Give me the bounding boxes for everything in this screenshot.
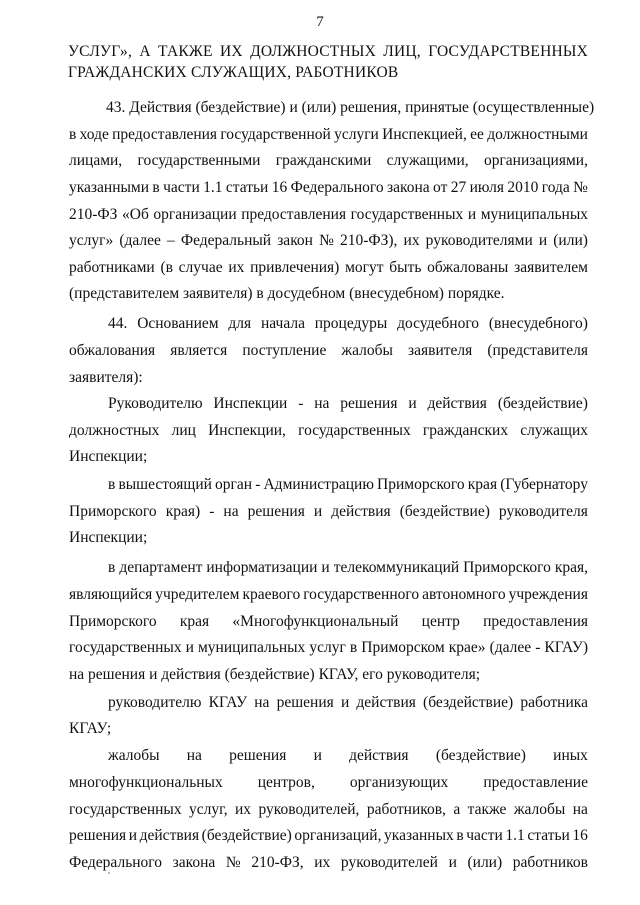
- text-line: 44. Основанием для начала процедуры досудебного (внесудебного): [108, 315, 588, 332]
- text-line: решения и действия (бездействие) организаций, указанных в части 1.1 статьи 16: [69, 827, 588, 844]
- page-number: 7: [316, 14, 324, 30]
- text-line: должностных лиц Инспекции, государственных гражданских служащих: [69, 422, 588, 439]
- text-line: Руководителю Инспекции - на решения и действия (бездействие): [108, 395, 588, 412]
- text-line: являющийся учредителем краевого государственного автономного учреждения: [69, 586, 588, 603]
- text-line: Приморского края) - на решения и действия (бездействие) руководителя: [69, 503, 588, 520]
- text-line: указанными в части 1.1 статьи 16 Федерального закона от 27 июля 2010 года №: [69, 179, 588, 196]
- text-line: лицами, государственными гражданскими служащими, организациями,: [69, 152, 588, 169]
- text-line: услуг» (далее – Федеральный закон № 210-ФЗ), их руководителями и (или): [69, 232, 588, 249]
- text-line: в департамент информатизации и телекоммуникаций Приморского края,: [108, 559, 588, 576]
- scan-artifact: [108, 872, 110, 874]
- text-line: Приморского края «Многофункциональный центр предоставления: [69, 613, 588, 630]
- text-line: Инспекции;: [69, 448, 148, 465]
- text-line: (представителем заявителя) в досудебном (внесудебном) порядке.: [69, 285, 505, 302]
- text-line: Инспекции;: [69, 529, 148, 546]
- text-line: в вышестоящий орган - Администрацию Приморского края (Губернатору: [108, 476, 588, 493]
- text-line: жалобы на решения и действия (бездействие) иных: [108, 747, 588, 764]
- section-heading: УСЛУГ», А ТАКЖЕ ИХ ДОЛЖНОСТНЫХ ЛИЦ, ГОСУДАРСТВЕННЫХ ГРАЖДАНСКИХ СЛУЖАЩИХ, РАБОТНИКОВ: [68, 43, 588, 81]
- text-line: на решения и действия (бездействие) КГАУ, его руководителя;: [69, 666, 481, 683]
- text-line: 43. Действия (бездействие) и (или) решения, принятые (осуществленные): [106, 99, 595, 116]
- text-line: КГАУ;: [69, 720, 112, 737]
- text-line: многофункциональных центров, организующих предоставление: [69, 774, 588, 791]
- text-line: 210-ФЗ «Об организации предоставления государственных и муниципальных: [69, 206, 588, 223]
- text-line: руководителю КГАУ на решения и действия (бездействие) работника: [108, 694, 588, 711]
- text-line: государственных и муниципальных услуг в Приморском крае» (далее - КГАУ): [69, 639, 588, 656]
- text-line: в ходе предоставления государственной услуги Инспекцией, ее должностными: [69, 126, 588, 143]
- text-line: заявителя):: [69, 369, 143, 386]
- text-line: государственных услуг, их руководителей, работников, а также жалобы на: [69, 801, 588, 818]
- text-line: Федерального закона № 210-ФЗ, их руководителей и (или) работников: [69, 854, 588, 871]
- text-line: работниками (в случае их привлечения) могут быть обжалованы заявителем: [69, 259, 588, 276]
- text-line: обжалования является поступление жалобы заявителя (представителя: [69, 342, 588, 359]
